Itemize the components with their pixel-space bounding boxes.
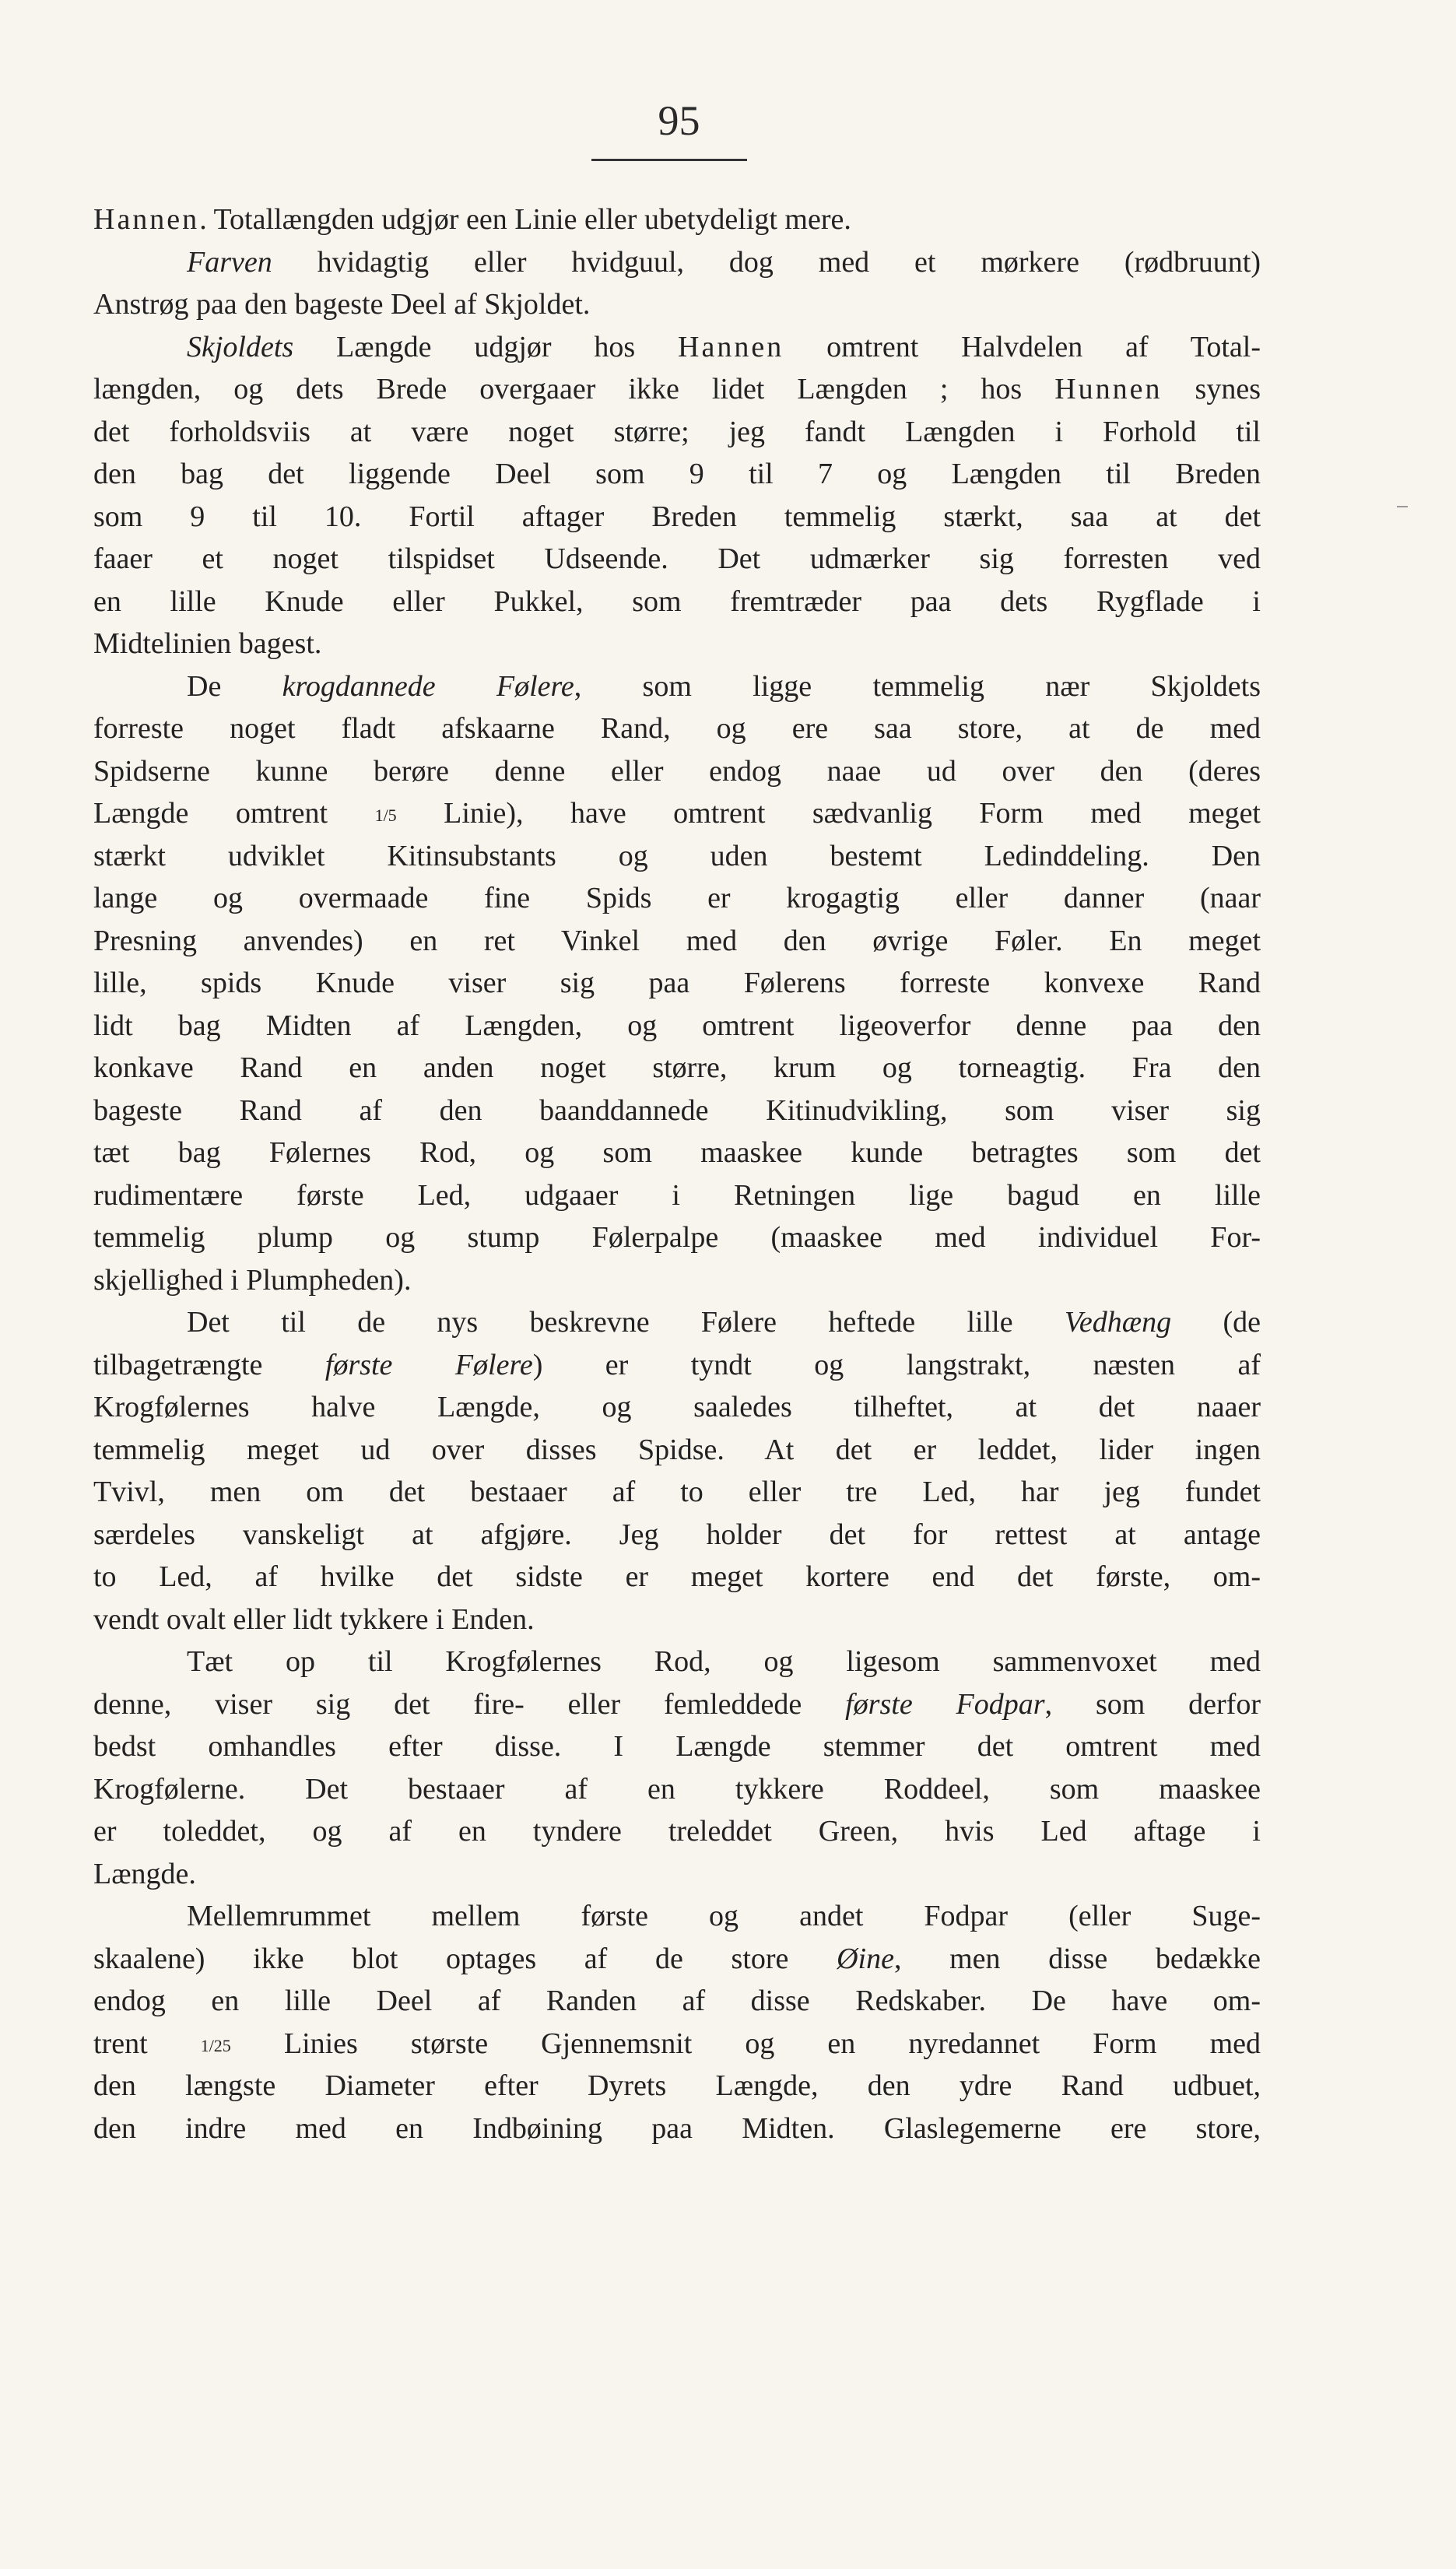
text-line (93, 792, 1261, 835)
text-line (93, 1216, 1261, 1259)
text-run: konkave Rand en anden noget større, krum og torneagtig. Fra den (93, 1051, 1261, 1084)
text-line (93, 2107, 1261, 2150)
text-run: som 9 til 10. Fortil aftager Breden temmelig stærkt, saa at det (93, 500, 1261, 533)
text-line (93, 1259, 1261, 1302)
text-line (93, 1090, 1261, 1132)
text-run: længden, og dets Brede overgaaer ikke lidet Længden ; hos (93, 373, 1055, 405)
text-run: Presning anvendes) en ret Vinkel med den øvrige Føler. En meget (93, 924, 1261, 957)
text-line (93, 368, 1261, 411)
text-run: Hannen (678, 330, 784, 363)
page-number-rule (591, 159, 747, 161)
text-line (93, 1599, 1261, 1641)
text-run: ) er tyndt og langstrakt, næsten af (532, 1348, 1261, 1381)
text-line (93, 707, 1261, 750)
text-run: denne, viser sig det fire- eller femleddede (93, 1687, 846, 1721)
text-run: det forholdsviis at være noget større; jeg fandt Længden i Forhold til (93, 415, 1261, 448)
text-line (93, 1174, 1261, 1217)
text-run: bageste Rand af den baanddannede Kitinudvikling, som viser sig (93, 1093, 1261, 1127)
text-run: De (187, 669, 282, 703)
text-run: omtrent Halvdelen af Total- (784, 330, 1261, 363)
text-line (93, 453, 1261, 496)
text-run: Længde udgjør hos (293, 330, 679, 363)
text-line (93, 326, 1261, 369)
text-line (93, 1047, 1261, 1090)
text-run: synes (1162, 373, 1261, 405)
text-run: (de (1171, 1306, 1261, 1339)
text-run: , som ligge temmelig nær Skjoldets (574, 669, 1261, 703)
text-run: Anstrøg paa den bageste Deel af Skjoldet. (93, 288, 591, 321)
text-line (93, 538, 1261, 581)
text-run: Mellemrummet mellem første og andet Fodpar (eller Suge- (187, 1900, 1261, 1932)
text-line (93, 1980, 1261, 2023)
text-run: hvidagtig eller hvidguul, dog med et mørkere (rødbruunt) (272, 245, 1261, 279)
text-run: Længde omtrent (93, 797, 375, 830)
text-run: første Fodpar (845, 1687, 1045, 1721)
text-run: bedst omhandles efter disse. I Længde stemmer det omtrent med (93, 1730, 1261, 1763)
text-line (93, 283, 1261, 326)
text-line (93, 665, 1261, 708)
text-line (93, 198, 1261, 241)
text-run: . Totallængden udgjør een Linie eller ubetydeligt mere. (199, 203, 851, 236)
text-line (93, 2023, 1261, 2065)
text-run: 1/5 (374, 805, 397, 826)
text-line (93, 1641, 1261, 1683)
text-line (93, 581, 1261, 623)
text-run: særdeles vanskeligt at afgjøre. Jeg holder det for rettest at antage (93, 1518, 1261, 1551)
text-run: lange og overmaade fine Spids er krogagtig eller danner (naar (93, 882, 1261, 914)
text-line (93, 877, 1261, 920)
text-line (93, 623, 1261, 665)
text-line (93, 1938, 1261, 1981)
margin-mark (1397, 506, 1408, 507)
text-run: Spidserne kunne berøre denne eller endog naae ud over den (deres (93, 754, 1261, 788)
text-run: to Led, af hvilke det sidste er meget kortere end det første, om- (93, 1560, 1261, 1593)
text-line (93, 1556, 1261, 1599)
text-run: den indre med en Indbøining paa Midten. Glaslegemerne ere store, (93, 2111, 1261, 2145)
text-run: Hunnen (1054, 373, 1163, 405)
text-run: lidt bag Midten af Længden, og omtrent ligeoverfor denne paa den (93, 1009, 1261, 1042)
text-line (93, 1683, 1261, 1726)
text-run: Midtelinien bagest. (93, 627, 322, 660)
text-run: Det til de nys beskrevne Følere heftede lille (187, 1306, 1065, 1339)
text-run: tæt bag Følernes Rod, og som maaskee kunde betragtes som det (93, 1136, 1261, 1169)
text-run: krogdannede Følere (282, 669, 574, 703)
text-line (93, 1301, 1261, 1344)
text-run: , men disse bedække (893, 1942, 1261, 1975)
page-number: 95 (658, 97, 700, 144)
text-run: Tvivl, men om det bestaaer af to eller tre Led, har jeg fundet (93, 1476, 1261, 1508)
text-line (93, 1132, 1261, 1174)
text-run: skjellighed i Plumpheden). (93, 1263, 412, 1297)
text-run: faaer et noget tilspidset Udseende. Det udmærker sig forresten ved (93, 542, 1261, 575)
text-run: Linies største Gjennemsnit og en nyredannet Form med (230, 2027, 1261, 2060)
text-run: skaalene) ikke blot optages af de store (93, 1942, 837, 1975)
text-run: stærkt udviklet Kitinsubstants og uden bestemt Ledinddeling. Den (93, 839, 1261, 872)
text-run: lille, spids Knude viser sig paa Følerens forreste konvexe Rand (93, 967, 1261, 999)
text-run: tilbagetrængte (93, 1348, 325, 1381)
text-run: Krogfølernes halve Længde, og saaledes tilheftet, at det naaer (93, 1391, 1261, 1423)
text-line (93, 1005, 1261, 1048)
text-line (93, 1429, 1261, 1472)
text-line (93, 1471, 1261, 1514)
text-run: Tæt op til Krogfølernes Rod, og ligesom sammenvoxet med (187, 1645, 1261, 1678)
text-line (93, 411, 1261, 454)
text-line (93, 1725, 1261, 1768)
text-run: vendt ovalt eller lidt tykkere i Enden. (93, 1602, 535, 1636)
text-line (93, 1386, 1261, 1429)
text-run: Hannen (93, 203, 200, 236)
text-run: rudimentære første Led, udgaaer i Retningen lige bagud en lille (93, 1178, 1261, 1212)
text-run: trent (93, 2027, 201, 2060)
text-run: den længste Diameter efter Dyrets Længde, den ydre Rand udbuet, (93, 2069, 1261, 2102)
text-line (93, 1853, 1261, 1896)
text-run: forreste noget fladt afskaarne Rand, og ere saa store, at de med (93, 712, 1261, 745)
text-line (93, 2065, 1261, 2107)
text-line (93, 1895, 1261, 1938)
text-run: Længde. (93, 1857, 196, 1890)
text-line (93, 750, 1261, 793)
text-line (93, 1514, 1261, 1556)
text-run: Krogfølerne. Det bestaaer af en tykkere Roddeel, som maaskee (93, 1772, 1261, 1806)
text-line (93, 1344, 1261, 1387)
text-line (93, 496, 1261, 539)
body-text (93, 198, 1261, 2150)
text-run: 1/25 (200, 2035, 231, 2055)
text-run: den bag det liggende Deel som 9 til 7 og Længden til Breden (93, 458, 1261, 490)
text-run: Linie), have omtrent sædvanlig Form med meget (396, 797, 1261, 830)
text-run: første Følere (325, 1348, 533, 1381)
text-run: Øine (837, 1942, 894, 1975)
text-run: en lille Knude eller Pukkel, som fremtræder paa dets Rygflade i (93, 584, 1261, 618)
text-run: , som derfor (1044, 1687, 1261, 1721)
text-line (93, 962, 1261, 1005)
text-line (93, 1810, 1261, 1853)
text-run: endog en lille Deel af Randen af disse Redskaber. De have om- (93, 1985, 1261, 2017)
text-line (93, 920, 1261, 963)
text-run: Farven (187, 245, 272, 279)
text-run: temmelig meget ud over disses Spidse. At det er leddet, lider ingen (93, 1433, 1261, 1466)
text-run: Skjoldets (187, 330, 294, 363)
text-run: Vedhæng (1064, 1306, 1172, 1339)
text-line (93, 1768, 1261, 1811)
text-line (93, 241, 1261, 284)
text-run: temmelig plump og stump Følerpalpe (maaskee med individuel For- (93, 1221, 1261, 1254)
text-line (93, 835, 1261, 878)
text-run: er toleddet, og af en tyndere treleddet Green, hvis Led aftage i (93, 1815, 1261, 1848)
